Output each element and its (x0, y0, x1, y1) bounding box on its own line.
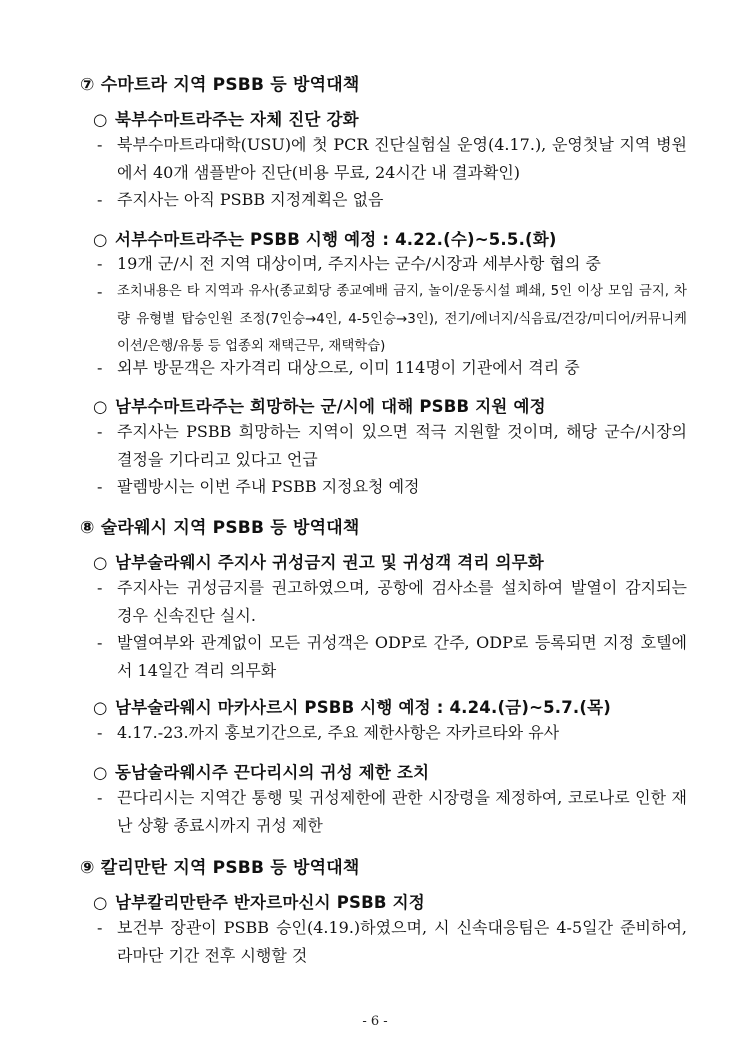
list-item-text: 4.17.-23.까지 홍보기간으로, 주요 제한사항은 자카르타와 유사 (117, 723, 560, 742)
dash-bullet: - (97, 723, 103, 742)
list-item (97, 186, 687, 214)
circle-bullet-icon: ○ (93, 397, 108, 416)
section-title-8: ⑧ 술라웨시 지역 PSBB 등 방역대책 (80, 518, 360, 538)
subsection-text: 남부수마트라주는 희망하는 군/시에 대해 PSBB 지원 예정 (115, 397, 546, 416)
list-item (97, 574, 687, 629)
subsection-title (93, 106, 359, 130)
list-item-text: 끈다리시는 지역간 통행 및 귀성제한에 관한 시장령을 제정하여, 코로나로 인한 재난 상황 종료시까지 귀성 제한 (117, 788, 687, 835)
list-item (97, 784, 687, 839)
section-title-7: ⑦ 수마트라 지역 PSBB 등 방역대책 (80, 75, 360, 95)
page-number: - 6 - (362, 1014, 388, 1029)
list-item-text: 주지사는 귀성금지를 권고하였으며, 공항에 검사소를 설치하여 발열이 감지되는 경우 신속진단 실시. (117, 578, 687, 625)
circle-bullet-icon: ○ (93, 893, 108, 912)
list-item-text: 19개 군/시 전 지역 대상이며, 주지사는 군수/시장과 세부사항 협의 중 (117, 254, 601, 273)
list-item (97, 719, 687, 747)
list-item-text: 외부 방문객은 자가격리 대상으로, 이미 114명이 기관에서 격리 중 (117, 358, 580, 377)
subsection-title (93, 393, 546, 417)
list-item-text: 주지사는 PSBB 희망하는 지역이 있으면 적극 지원할 것이며, 해당 군수/시장의 결정을 기다리고 있다고 언급 (117, 422, 687, 469)
list-item-text: 보건부 장관이 PSBB 승인(4.19.)하였으며, 시 신속대응팀은 4-5일간 준비하여, 라마단 기간 전후 시행할 것 (117, 918, 687, 965)
list-item (97, 473, 687, 501)
section-title-9: ⑨ 칼리만탄 지역 PSBB 등 방역대책 (80, 858, 360, 878)
list-item (97, 131, 687, 186)
list-item-text: 발열여부와 관계없이 모든 귀성객은 ODP로 간주, ODP로 등록되면 지정 호텔에서 14일간 격리 의무화 (117, 633, 687, 680)
list-item-text: 주지사는 아직 PSBB 지정계획은 없음 (117, 190, 384, 209)
circle-bullet-icon: ○ (93, 230, 108, 249)
subsection-title (93, 889, 425, 913)
circle-bullet-icon: ○ (93, 553, 108, 572)
dash-bullet: - (97, 282, 103, 301)
list-item (97, 278, 687, 361)
circle-bullet-icon: ○ (93, 110, 108, 129)
dash-bullet: - (97, 918, 103, 937)
subsection-title (93, 694, 611, 718)
list-item (97, 250, 687, 278)
dash-bullet: - (97, 135, 103, 154)
list-item-text: 조치내용은 타 지역과 유사(종교회당 종교예배 금지, 놀이/운동시설 폐쇄, 5인 이상 모임 금지, 차량 유형별 탑승인원 조정(7인승→4인, 4-5인승→3인), 전기/에너지/식음료/건강/미디어/커뮤니케이션/은행/유통 등 업종외 재택근무, 재택학습) (117, 284, 687, 354)
list-item (97, 418, 687, 473)
subsection-text: 북부수마트라주는 자체 진단 강화 (115, 110, 359, 129)
subsection-text: 남부칼리만탄주 반자르마신시 PSBB 지정 (115, 893, 425, 912)
dash-bullet: - (97, 422, 103, 441)
dash-bullet: - (97, 254, 103, 273)
dash-bullet: - (97, 190, 103, 209)
subsection-title (93, 549, 544, 573)
circle-bullet-icon: ○ (93, 763, 108, 782)
subsection-title (93, 226, 557, 250)
circle-bullet-icon: ○ (93, 698, 108, 717)
subsection-text: 남부술라웨시 주지사 귀성금지 권고 및 귀성객 격리 의무화 (115, 553, 544, 572)
list-item-text: 북부수마트라대학(USU)에 첫 PCR 진단실험실 운영(4.17.), 운영첫날 지역 병원에서 40개 샘플받아 진단(비용 무료, 24시간 내 결과확인) (117, 135, 687, 182)
dash-bullet: - (97, 477, 103, 496)
list-item (97, 354, 687, 382)
dash-bullet: - (97, 788, 103, 807)
list-item (97, 914, 687, 969)
subsection-text: 서부수마트라주는 PSBB 시행 예정 : 4.22.(수)~5.5.(화) (115, 230, 557, 249)
dash-bullet: - (97, 578, 103, 597)
list-item (97, 629, 687, 684)
subsection-text: 남부술라웨시 마카사르시 PSBB 시행 예정 : 4.24.(금)~5.7.(목) (115, 698, 612, 717)
dash-bullet: - (97, 633, 103, 652)
dash-bullet: - (97, 358, 103, 377)
list-item-text: 팔렘방시는 이번 주내 PSBB 지정요청 예정 (117, 477, 420, 496)
subsection-title (93, 759, 429, 783)
subsection-text: 동남술라웨시주 끈다리시의 귀성 제한 조치 (115, 763, 430, 782)
